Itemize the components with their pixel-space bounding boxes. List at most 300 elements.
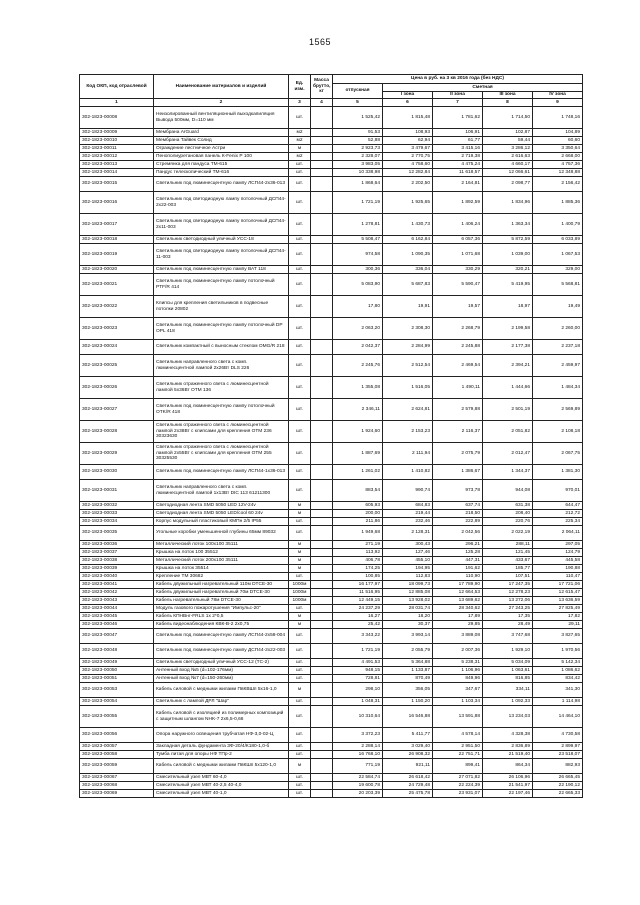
price-wholesale: 974,58 [333, 244, 383, 266]
table-row [80, 137, 583, 145]
price-wholesale: 948,15 [333, 667, 383, 675]
price-zone-1: 30,37 [383, 621, 433, 629]
price-zone-3: 17 247,35 [483, 581, 533, 589]
item-unit: м [289, 683, 311, 698]
price-zone-4: 22 665,33 [533, 790, 583, 798]
price-zone-3: 1 092,33 [483, 698, 533, 706]
item-code: 302-1823-00021 [80, 274, 154, 296]
price-zone-2: 17,89 [433, 613, 483, 621]
item-name: Светильник направленного света с комп. люминесцентной лампой 2х26Вт DLS 226 [154, 355, 289, 377]
price-zone-2: 5 590,47 [433, 274, 483, 296]
price-zone-2: 637,74 [433, 502, 483, 510]
price-zone-1: 127,46 [383, 549, 433, 557]
item-code: 302-1823-00029 [80, 443, 154, 465]
price-zone-2: 23 931,07 [433, 790, 483, 798]
item-code: 302-1823-00022 [80, 296, 154, 318]
item-unit: м [289, 557, 311, 565]
price-zone-2: 1 106,96 [433, 667, 483, 675]
item-unit: шт. [289, 214, 311, 236]
price-zone-3: 2 051,82 [483, 421, 533, 443]
price-zone-2: 2 469,54 [433, 355, 483, 377]
price-zone-3: 1 363,34 [483, 214, 533, 236]
price-zone-1: 3 029,40 [383, 743, 433, 751]
price-zone-3: 1 063,61 [483, 667, 533, 675]
price-zone-3: 2 836,89 [483, 743, 533, 751]
item-name: Смесительный узел МВТ 40-2,5 40-4,0 [154, 782, 289, 790]
price-zone-4: 6 033,89 [533, 236, 583, 244]
table-row [80, 557, 583, 565]
price-zone-1: 28 031,74 [383, 605, 433, 613]
price-zone-3: 2 098,77 [483, 177, 533, 192]
table-row [80, 510, 583, 518]
price-zone-1: 24 729,48 [383, 782, 433, 790]
item-unit: шт. [289, 751, 311, 759]
item-code: 302-1823-00009 [80, 129, 154, 137]
table-row [80, 502, 583, 510]
price-zone-4: 14 464,10 [533, 706, 583, 728]
item-mass [311, 421, 333, 443]
price-zone-1: 6 162,84 [383, 236, 433, 244]
price-zone-1: 2 128,31 [383, 526, 433, 541]
price-zone-2: 2 579,88 [433, 399, 483, 421]
item-code: 302-1823-00053 [80, 683, 154, 698]
price-zone-3: 5 034,09 [483, 659, 533, 667]
item-code: 302-1823-00012 [80, 153, 154, 161]
item-mass [311, 706, 333, 728]
item-mass [311, 597, 333, 605]
item-name: Опора наружного освещения трубчатая НФ-3,0-02-Ц [154, 728, 289, 743]
price-zone-2: 1 386,67 [433, 465, 483, 480]
price-wholesale: 24 237,29 [333, 605, 383, 613]
item-name: Кабель силовой с изоляцией из полимерных композиций с защитным шлангом NHK-7 2х6,5-0,66 [154, 706, 289, 728]
price-wholesale: 1 355,08 [333, 377, 383, 399]
table-row [80, 399, 583, 421]
item-code: 302-1823-00048 [80, 644, 154, 659]
price-zone-1: 2 055,79 [383, 644, 433, 659]
price-zone-4: 341,30 [533, 683, 583, 698]
table-row [80, 751, 583, 759]
price-wholesale: 1 048,31 [333, 698, 383, 706]
item-name: Светильник под светодиодную лампу потолочный ДСП44-2х11-003 [154, 214, 289, 236]
price-wholesale: 11 516,95 [333, 589, 383, 597]
item-code: 302-1823-00042 [80, 589, 154, 597]
price-wholesale: 10 338,98 [333, 169, 383, 177]
item-name: Крышка на лоток 100 35512 [154, 549, 289, 557]
price-zone-2: 2 075,79 [433, 443, 483, 465]
price-zone-4: 19,49 [533, 296, 583, 318]
item-name: Закладная деталь фундамента ЗФ-20/4/К180-1,0-б [154, 743, 289, 751]
item-unit: шт. [289, 377, 311, 399]
item-mass [311, 557, 333, 565]
price-wholesale: 771,19 [333, 759, 383, 774]
price-zone-2: 17 789,90 [433, 581, 483, 589]
price-zone-1: 2 770,75 [383, 153, 433, 161]
item-name: Смесительный узел МВТ 60-4,0 [154, 774, 289, 782]
item-code: 302-1823-00016 [80, 192, 154, 214]
price-wholesale: 3 983,05 [333, 161, 383, 169]
price-zone-4: 29,11 [533, 621, 583, 629]
price-zone-2: 1 490,11 [433, 377, 483, 399]
price-wholesale: 3 343,22 [333, 629, 383, 644]
price-zone-1: 112,83 [383, 573, 433, 581]
header-index: 6 [383, 99, 433, 107]
item-mass [311, 465, 333, 480]
price-zone-1: 2 308,30 [383, 318, 433, 340]
price-zone-4: 297,05 [533, 541, 583, 549]
item-name: Светильник под люминесцентную лампу потолочный PTF/R 414 [154, 274, 289, 296]
price-zone-4: 2 668,00 [533, 153, 583, 161]
item-name: Пенополиуретановая панель К-Fenix Р 100 [154, 153, 289, 161]
price-zone-1: 336,04 [383, 266, 433, 274]
item-code: 302-1823-00034 [80, 518, 154, 526]
item-code: 302-1823-00044 [80, 605, 154, 613]
price-zone-4: 22 190,12 [533, 782, 583, 790]
item-name: Светильник под люминесцентную лампу ДСП44-2х22-003 [154, 644, 289, 659]
price-zone-1: 5 687,83 [383, 274, 433, 296]
price-zone-2: 110,90 [433, 573, 483, 581]
table-row [80, 597, 583, 605]
item-code: 302-1823-00010 [80, 137, 154, 145]
price-zone-3: 631,38 [483, 502, 533, 510]
table-row [80, 581, 583, 589]
header-index: 3 [289, 99, 311, 107]
item-unit: шт. [289, 790, 311, 798]
price-zone-4: 329,00 [533, 266, 583, 274]
price-zone-3: 1 444,66 [483, 377, 533, 399]
item-unit: м2 [289, 129, 311, 137]
price-wholesale: 1 525,42 [333, 107, 383, 129]
item-unit: 1000м [289, 589, 311, 597]
table-row [80, 782, 583, 790]
price-zone-2: 6 057,36 [433, 236, 483, 244]
item-mass [311, 340, 333, 355]
price-zone-3: 26 106,96 [483, 774, 533, 782]
item-name: Светильник под люминесцентную лампу ЛСП44-1х36-013 [154, 465, 289, 480]
item-name: Светильник под светодиодную лампу потолочный ДСП44-2х22-003 [154, 192, 289, 214]
item-unit: шт. [289, 480, 311, 502]
price-zone-3: 102,87 [483, 129, 533, 137]
item-name: Светильник с лампой ДРЛ "Шар" [154, 698, 289, 706]
item-mass [311, 502, 333, 510]
table-row [80, 743, 583, 751]
table-row [80, 274, 583, 296]
item-unit: шт. [289, 318, 311, 340]
price-wholesale: 728,81 [333, 675, 383, 683]
price-zone-2: 13 689,62 [433, 597, 483, 605]
item-name: Крышка на лоток 35514 [154, 565, 289, 573]
price-wholesale: 16 177,97 [333, 581, 383, 589]
price-zone-1: 194,95 [383, 565, 433, 573]
price-zone-4: 882,93 [533, 759, 583, 774]
item-unit: шт. [289, 605, 311, 613]
header-price: Цена в руб. на 3 кв 2016 года (без НДС) [333, 75, 583, 84]
item-name: Кабель силовой с медными жилами ПвКШп 5х120-1,0 [154, 759, 289, 774]
price-zone-1: 25 475,78 [383, 790, 433, 798]
item-mass [311, 751, 333, 759]
item-name: Кабель силовой с медными жилами ПвКВШп 5х16-1,0 [154, 683, 289, 698]
item-name: Кабель двужильный нагревательный 70м DTCE-30 [154, 589, 289, 597]
item-mass [311, 644, 333, 659]
price-zone-2: 330,29 [433, 266, 483, 274]
price-wholesale: 16,27 [333, 613, 383, 621]
item-unit: м2 [289, 137, 311, 145]
price-zone-1: 1 815,48 [383, 107, 433, 129]
price-zone-4: 3 350,64 [533, 145, 583, 153]
price-zone-1: 1 410,82 [383, 465, 433, 480]
item-name: Светильник под люминесцентную лампу ВАТ 118 [154, 266, 289, 274]
item-code: 302-1823-00038 [80, 557, 154, 565]
price-wholesale: 174,25 [333, 565, 383, 573]
price-zone-3: 208,40 [483, 510, 533, 518]
price-zone-4: 2 899,97 [533, 743, 583, 751]
price-wholesale: 52,88 [333, 137, 383, 145]
price-wholesale: 605,93 [333, 502, 383, 510]
item-unit: шт. [289, 518, 311, 526]
table-row [80, 573, 583, 581]
item-code: 302-1823-00008 [80, 107, 154, 129]
item-name: Ограждение лестничное Астри [154, 145, 289, 153]
item-name: Светодиодная лента SMD 5050 LED/cool 60 24v [154, 510, 289, 518]
item-code: 302-1823-00043 [80, 597, 154, 605]
price-wholesale: 17,80 [333, 296, 383, 318]
price-zone-3: 1 039,00 [483, 244, 533, 266]
price-zone-2: 106,91 [433, 129, 483, 137]
price-wholesale: 298,10 [333, 683, 383, 698]
item-code: 302-1823-00027 [80, 399, 154, 421]
price-zone-2: 61,77 [433, 137, 483, 145]
price-zone-1: 990,74 [383, 480, 433, 502]
price-zone-1: 2 624,81 [383, 399, 433, 421]
item-unit: шт. [289, 355, 311, 377]
price-zone-2: 191,62 [433, 565, 483, 573]
price-wholesale: 1 868,64 [333, 177, 383, 192]
price-zone-1: 4 758,60 [383, 161, 433, 169]
price-table [79, 74, 583, 798]
item-unit: м [289, 145, 311, 153]
item-name: Крепление ТМ 30682 [154, 573, 289, 581]
price-zone-2: 3 889,08 [433, 629, 483, 644]
price-zone-1: 62,94 [383, 137, 433, 145]
item-mass [311, 153, 333, 161]
table-row [80, 214, 583, 236]
item-code: 302-1823-00024 [80, 340, 154, 355]
table-row [80, 698, 583, 706]
price-zone-3: 5 419,95 [483, 274, 533, 296]
item-mass [311, 244, 333, 266]
price-zone-4: 1 114,98 [533, 698, 583, 706]
table-row [80, 465, 583, 480]
item-name: Антенный вход №5 (d=102-176мм) [154, 667, 289, 675]
item-mass [311, 743, 333, 751]
item-unit: шт. [289, 443, 311, 465]
price-wholesale: 5 083,90 [333, 274, 383, 296]
price-zone-4: 124,79 [533, 549, 583, 557]
table-row [80, 266, 583, 274]
header-estimate: Сметная [383, 84, 583, 92]
price-zone-2: 4 578,14 [433, 728, 483, 743]
price-zone-4: 5 568,81 [533, 274, 583, 296]
table-row [80, 340, 583, 355]
table-row [80, 236, 583, 244]
item-mass [311, 667, 333, 675]
item-name: Светильник светодиодный уличный УСС-12 (ТС-2) [154, 659, 289, 667]
item-code: 302-1823-00028 [80, 421, 154, 443]
price-zone-3: 433,67 [483, 557, 533, 565]
price-zone-3: 1 714,50 [483, 107, 533, 129]
item-name: Кабель видеонаблюдения КВК-В-2 2х0,75 [154, 621, 289, 629]
item-name: Неизолированный вентиляционный выходкапиляция Вывода 500мм, D=110 мм [154, 107, 289, 129]
item-unit: шт. [289, 399, 311, 421]
table-row [80, 296, 583, 318]
price-zone-1: 2 512,54 [383, 355, 433, 377]
item-name: Кабель КПНВнг-FRLS 1х 2*0,5 [154, 613, 289, 621]
table-row [80, 443, 583, 465]
price-wholesale: 22 584,74 [333, 774, 383, 782]
price-zone-3: 185,77 [483, 565, 533, 573]
table-row [80, 526, 583, 541]
table-row [80, 518, 583, 526]
table-row [80, 355, 583, 377]
price-zone-4: 12 615,47 [533, 589, 583, 597]
price-wholesale: 2 328,07 [333, 153, 383, 161]
item-code: 302-1823-00023 [80, 318, 154, 340]
price-zone-1: 455,10 [383, 557, 433, 565]
price-zone-2: 1 071,68 [433, 244, 483, 266]
item-mass [311, 613, 333, 621]
table-row [80, 790, 583, 798]
price-zone-1: 18,20 [383, 613, 433, 621]
item-code: 302-1823-00015 [80, 177, 154, 192]
item-name: Угольные коробки уменьшенной глубины 65мм 89032 [154, 526, 289, 541]
item-code: 302-1823-00013 [80, 161, 154, 169]
price-zone-3: 21 541,97 [483, 782, 533, 790]
price-zone-2: 973,78 [433, 480, 483, 502]
item-mass [311, 629, 333, 644]
price-zone-1: 300,43 [383, 541, 433, 549]
item-code: 302-1823-00020 [80, 266, 154, 274]
price-zone-3: 17,35 [483, 613, 533, 621]
item-code: 302-1823-00054 [80, 698, 154, 706]
price-wholesale: 3 372,23 [333, 728, 383, 743]
item-code: 302-1823-00018 [80, 236, 154, 244]
header-name: Наименование материалов и изделий [154, 75, 289, 99]
item-mass [311, 169, 333, 177]
item-mass [311, 774, 333, 782]
table-row [80, 421, 583, 443]
item-code: 302-1823-00026 [80, 377, 154, 399]
item-name: Светильник отраженного света с люминесцентной лампой 5х36Вт OTM 136 [154, 377, 289, 399]
price-zone-4: 2 064,11 [533, 526, 583, 541]
table-row [80, 377, 583, 399]
item-name: Кабель двужильный нагревательный 110м DTCE-30 [154, 581, 289, 589]
item-unit: м [289, 613, 311, 621]
price-zone-2: 2 245,88 [433, 340, 483, 355]
price-zone-1: 26 618,42 [383, 774, 433, 782]
item-name: Металлический лоток 200х100 35111 [154, 557, 289, 565]
item-unit: шт. [289, 296, 311, 318]
price-zone-1: 232,46 [383, 518, 433, 526]
item-name: Клипсы для крепления светильников в подвесные потолки 20802 [154, 296, 289, 318]
item-name: Светильник направленного света с комп. люминесцентной лампой 1х13Вт DIC 113 61211300 [154, 480, 289, 502]
price-wholesale: 2 346,11 [333, 399, 383, 421]
item-mass [311, 177, 333, 192]
item-code: 302-1823-00069 [80, 790, 154, 798]
price-zone-3: 1 929,10 [483, 644, 533, 659]
price-zone-3: 27 243,25 [483, 605, 533, 613]
price-zone-4: 23 518,07 [533, 751, 583, 759]
item-name: Мембрана Тайвек Солид [154, 137, 289, 145]
price-zone-4: 212,72 [533, 510, 583, 518]
price-zone-2: 899,41 [433, 759, 483, 774]
price-zone-2: 28 340,62 [433, 605, 483, 613]
item-mass [311, 549, 333, 557]
price-zone-4: 445,58 [533, 557, 583, 565]
price-zone-1: 684,83 [383, 502, 433, 510]
price-zone-1: 1 150,20 [383, 698, 433, 706]
header-zone-1: I зона [383, 92, 433, 99]
item-code: 302-1823-00032 [80, 502, 154, 510]
price-zone-2: 5 238,31 [433, 659, 483, 667]
price-wholesale: 883,54 [333, 480, 383, 502]
header-index: 9 [533, 99, 583, 107]
item-mass [311, 443, 333, 465]
price-zone-4: 834,42 [533, 675, 583, 683]
price-zone-3: 3 747,68 [483, 629, 533, 644]
table-row [80, 706, 583, 728]
price-zone-2: 1 103,34 [433, 698, 483, 706]
table-row [80, 629, 583, 644]
price-zone-4: 190,88 [533, 565, 583, 573]
item-name: Светильник под люминесцентную лампу ЛСП44-2х36-013 [154, 177, 289, 192]
price-wholesale: 19 600,78 [333, 782, 383, 790]
price-zone-1: 1 925,65 [383, 192, 433, 214]
item-mass [311, 581, 333, 589]
price-wholesale: 1 261,02 [333, 465, 383, 480]
price-zone-3: 22 197,46 [483, 790, 533, 798]
price-zone-3: 2 394,21 [483, 355, 533, 377]
table-row [80, 589, 583, 597]
item-mass [311, 296, 333, 318]
price-zone-4: 644,47 [533, 502, 583, 510]
table-row [80, 728, 583, 743]
price-zone-4: 1 748,16 [533, 107, 583, 129]
price-zone-2: 19,57 [433, 296, 483, 318]
table-row [80, 659, 583, 667]
price-zone-3: 107,51 [483, 573, 533, 581]
item-name: Светильник компактный с выносным стеклом OMG/R 218 [154, 340, 289, 355]
item-unit: шт. [289, 465, 311, 480]
price-zone-4: 2 237,18 [533, 340, 583, 355]
price-zone-3: 18,97 [483, 296, 533, 318]
price-zone-1: 26 908,32 [383, 751, 433, 759]
price-zone-1: 1 133,87 [383, 667, 433, 675]
item-mass [311, 541, 333, 549]
item-code: 302-1823-00067 [80, 774, 154, 782]
price-zone-2: 2 268,79 [433, 318, 483, 340]
price-zone-2: 2 007,36 [433, 644, 483, 659]
item-code: 302-1823-00057 [80, 743, 154, 751]
price-zone-1: 2 111,94 [383, 443, 433, 465]
item-code: 302-1823-00046 [80, 621, 154, 629]
price-wholesale: 2 288,14 [333, 743, 383, 751]
header-index: 2 [154, 99, 289, 107]
price-zone-4: 1 086,62 [533, 667, 583, 675]
price-zone-3: 944,08 [483, 480, 533, 502]
price-wholesale: 2 063,20 [333, 318, 383, 340]
item-mass [311, 480, 333, 502]
header-zone-4: IV зона [533, 92, 583, 99]
item-unit: шт. [289, 192, 311, 214]
